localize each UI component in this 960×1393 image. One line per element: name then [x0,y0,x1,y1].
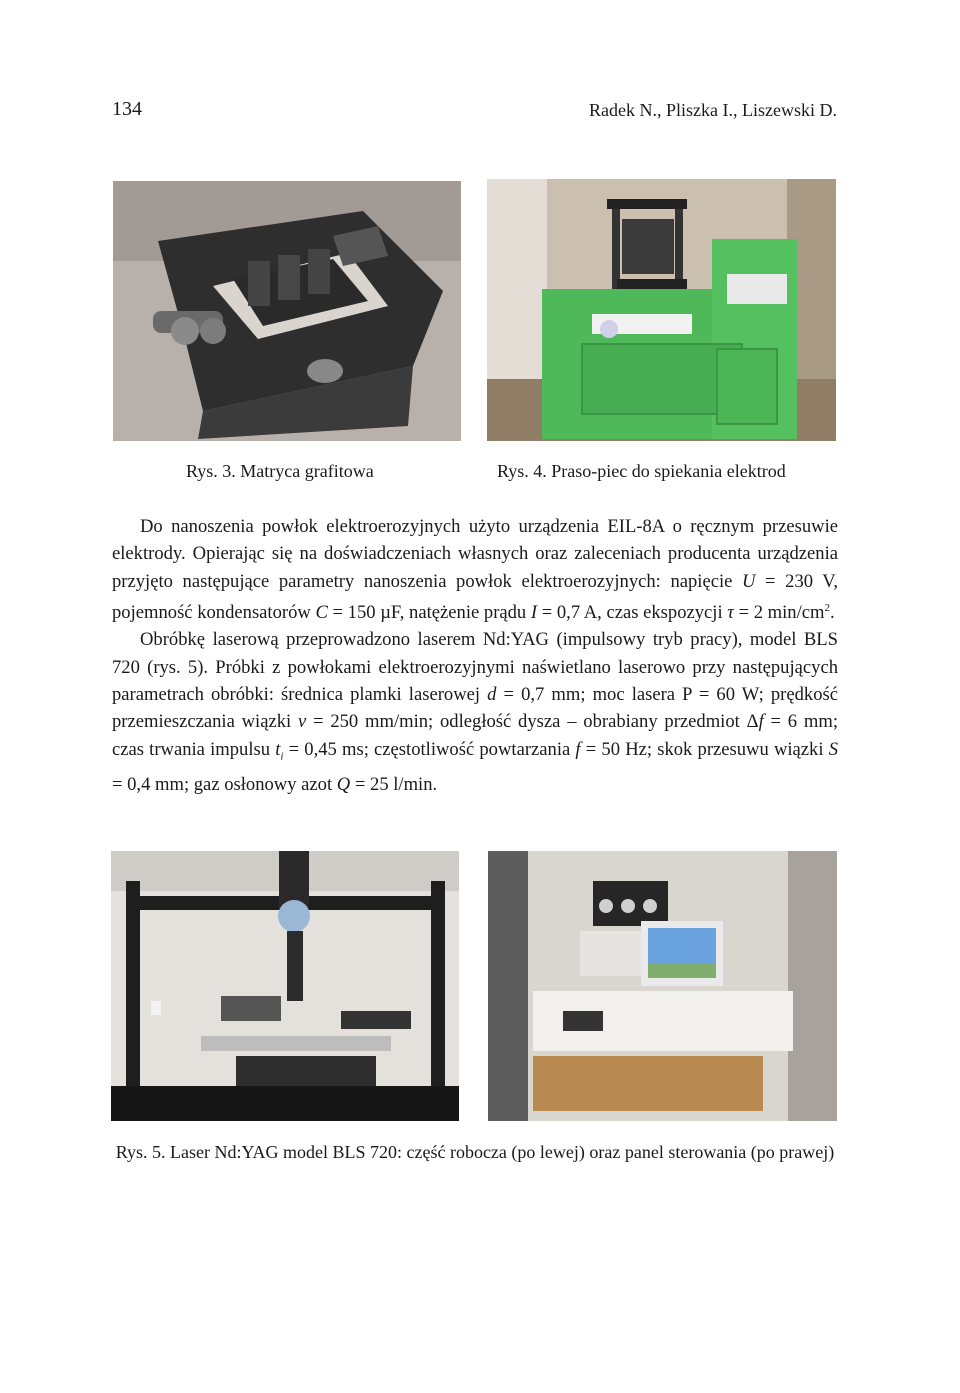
paragraph-electrospark: Do nanoszenia powłok elektroerozyjnych użyto urządzenia EIL-8A o ręcznym przesuwie elektrody. Opierając się na doświadczeniach własnych oraz zaleceniach producenta urządzenia przyjęto następujące parametry nanoszenia powłok elektroerozyjnych: napięcie U = 230 V, pojemność kondensatorów C = 150 µF, natężenie prądu I = 0,7 A, czas ekspozycji τ = 2 $\min/cm^2$. [112,516,838,624]
fig3-caption: Rys. 3. Matryca grafitowa [186,461,374,481]
page-number: 134 [112,98,142,120]
fig5-caption: Rys. 5. Laser Nd:YAG model BLS 720: część robocza (po lewej) oraz panel sterowania (po prawej) [115,1142,835,1162]
photo-press-furnace [487,179,836,441]
fig4-caption: Rys. 4. Praso-piec do spiekania elektrod [497,461,786,481]
photo-laser-working-part [111,851,459,1121]
photo-graphite-die [113,181,461,441]
paragraph-laser: Obróbkę laserową przeprowadzono laserem Nd:YAG (impulsowy tryb pracy), model BLS 720 (rys. 5). Próbki z powłokami elektroerozyjnymi naświetlano laserowo przy następujących parametrach obróbki: średnica plamki laserowej d = 0,7 mm; moc lasera P = 60 W; prędkość przemieszczania wiązki v = 250 mm/min; odległość dysza – obrabiany przedmiot Δf = 6 mm; czas trwania impulsu $t_i = 0,45$ ms; częstotliwość powtarzania f = 50 Hz; skok przesuwu wiązki S = 0,4 mm; gaz osłonowy azot Q = 25 l/min. [112,629,839,795]
body-text [112,513,838,798]
running-head-authors: Radek N., Pliszka I., Liszewski D. [589,100,837,120]
photo-laser-control-panel [488,851,837,1121]
